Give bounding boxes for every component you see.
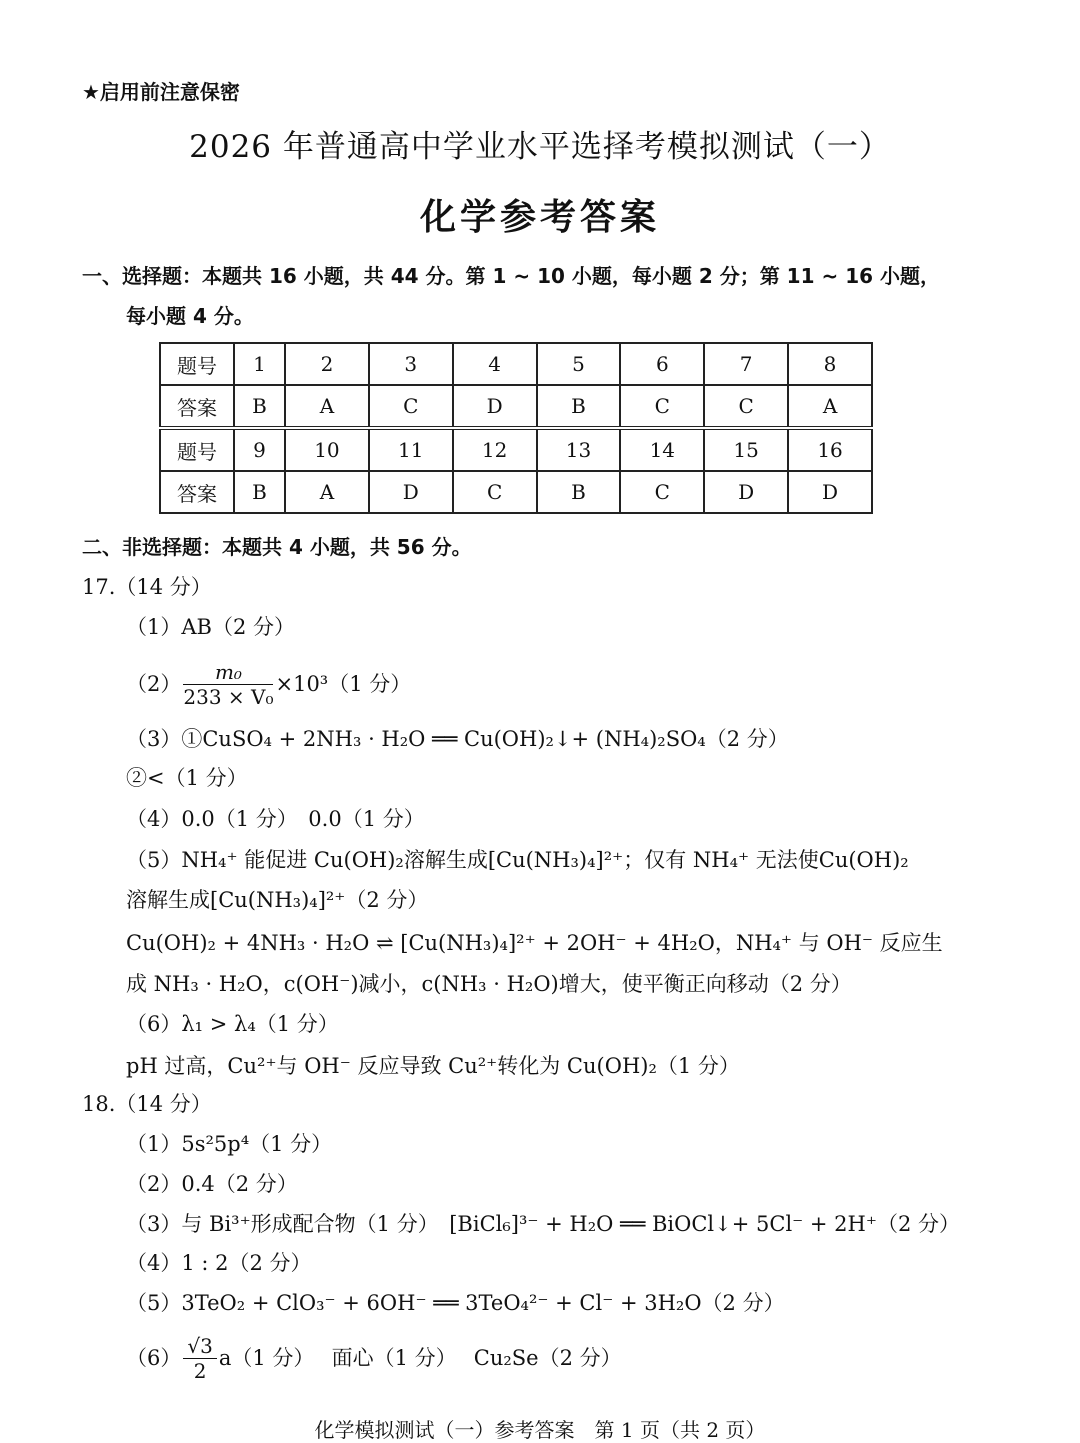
fraction-numerator: m₀ <box>183 662 273 685</box>
answer-cell: A <box>788 385 872 428</box>
q18-part6-label: （6） <box>126 1346 182 1370</box>
q-number: 15 <box>704 428 788 471</box>
q17-part3-sub2: ②<（1 分） <box>126 766 248 790</box>
fraction-numerator: √3 <box>183 1336 216 1359</box>
q18-part6 <box>126 1336 622 1381</box>
fraction-denominator: 2 <box>193 1359 207 1383</box>
q18-part2: （2）0.4（2 分） <box>126 1172 298 1196</box>
q17-part1: （1）AB（2 分） <box>126 615 295 639</box>
answer-cell: D <box>704 471 788 513</box>
answer-cell: D <box>788 471 872 513</box>
q17-part2-label: （2） <box>126 672 182 696</box>
q-number: 1 <box>234 343 285 385</box>
q-number: 16 <box>788 428 872 471</box>
q17-part5-line2: 溶解生成[Cu(NH₃)₄]²⁺（2 分） <box>126 888 429 912</box>
q18-part6-tail: a（1 分） 面心（1 分） Cu₂Se（2 分） <box>218 1346 622 1370</box>
q-label: 题号 <box>160 428 234 471</box>
answer-cell: B <box>537 385 621 428</box>
table-row <box>160 471 872 513</box>
page-footer: 化学模拟测试（一）参考答案 第 1 页（共 2 页） <box>314 1418 766 1442</box>
q18-part5: （5）3TeO₂ + ClO₃⁻ + 6OH⁻ ══ 3TeO₄²⁻ + Cl⁻ + 3H₂O（2 分） <box>126 1291 785 1315</box>
section1-heading: 一、选择题：本题共 16 小题，共 44 分。第 1 ~ 10 小题，每小题 2 分；第 11 ~ 16 小题， <box>82 264 940 288</box>
section2-heading: 二、非选择题：本题共 4 小题，共 56 分。 <box>82 535 472 559</box>
q18-heading: 18.（14 分） <box>82 1092 212 1116</box>
answer-key-title: 化学参考答案 <box>419 197 660 238</box>
fraction <box>183 662 273 707</box>
q17-part2 <box>126 662 411 707</box>
section1-heading-cont: 每小题 4 分。 <box>126 304 254 328</box>
exam-title: 2026 年普通高中学业水平选择考模拟测试（一） <box>189 129 891 165</box>
q17-part5-explanation: 成 NH₃ · H₂O，c(OH⁻)减小，c(NH₃ · H₂O)增大，使平衡正向移动（2 分） <box>126 972 852 996</box>
fraction <box>183 1336 216 1381</box>
answer-cell: C <box>620 385 704 428</box>
table-row <box>160 343 872 385</box>
answer-table <box>159 342 873 514</box>
q-number: 5 <box>537 343 621 385</box>
a-label: 答案 <box>160 385 234 428</box>
q18-part1: （1）5s²5p⁴（1 分） <box>126 1132 333 1156</box>
q-number: 8 <box>788 343 872 385</box>
answer-cell: C <box>369 385 453 428</box>
table-row <box>160 428 872 471</box>
answer-cell: D <box>369 471 453 513</box>
q17-heading: 17.（14 分） <box>82 575 212 599</box>
q-number: 13 <box>537 428 621 471</box>
q18-part4: （4）1 : 2（2 分） <box>126 1251 312 1275</box>
q17-part6-line2: pH 过高，Cu²⁺与 OH⁻ 反应导致 Cu²⁺转化为 Cu(OH)₂（1 分） <box>126 1054 740 1078</box>
q-number: 7 <box>704 343 788 385</box>
q-number: 10 <box>285 428 369 471</box>
q18-part3: （3）与 Bi³⁺形成配合物（1 分） [BiCl₆]³⁻ + H₂O ══ BiOCl↓+ 5Cl⁻ + 2H⁺（2 分） <box>126 1212 960 1236</box>
answer-cell: D <box>453 385 537 428</box>
q-number: 2 <box>285 343 369 385</box>
q-number: 3 <box>369 343 453 385</box>
q-number: 9 <box>234 428 285 471</box>
q17-part2-tail: ×10³（1 分） <box>275 672 412 696</box>
q17-part5-equilibrium: Cu(OH)₂ + 4NH₃ · H₂O ⇌ [Cu(NH₃)₄]²⁺ + 2OH⁻ + 4H₂O，NH₄⁺ 与 OH⁻ 反应生 <box>126 931 943 955</box>
answer-cell: C <box>453 471 537 513</box>
answer-cell: C <box>704 385 788 428</box>
q-number: 14 <box>620 428 704 471</box>
answer-cell: C <box>620 471 704 513</box>
answer-cell: A <box>285 471 369 513</box>
q-number: 4 <box>453 343 537 385</box>
answer-cell: B <box>234 471 285 513</box>
q-number: 11 <box>369 428 453 471</box>
confidential-notice: ★启用前注意保密 <box>82 80 240 104</box>
a-label: 答案 <box>160 471 234 513</box>
fraction-denominator: 233 × V₀ <box>183 685 274 709</box>
q17-part6-line1: （6）λ₁ > λ₄（1 分） <box>126 1012 339 1036</box>
q-label: 题号 <box>160 343 234 385</box>
table-row <box>160 385 872 428</box>
q-number: 12 <box>453 428 537 471</box>
answer-cell: B <box>234 385 285 428</box>
answer-cell: A <box>285 385 369 428</box>
answer-cell: B <box>537 471 621 513</box>
q17-part3-equation: （3）①CuSO₄ + 2NH₃ · H₂O ══ Cu(OH)₂↓+ (NH₄)₂SO₄（2 分） <box>126 727 789 751</box>
q-number: 6 <box>620 343 704 385</box>
q17-part4: （4）0.0（1 分） 0.0（1 分） <box>126 807 425 831</box>
q17-part5-line1: （5）NH₄⁺ 能促进 Cu(OH)₂溶解生成[Cu(NH₃)₄]²⁺；仅有 NH₄⁺ 无法使Cu(OH)₂ <box>126 848 909 872</box>
